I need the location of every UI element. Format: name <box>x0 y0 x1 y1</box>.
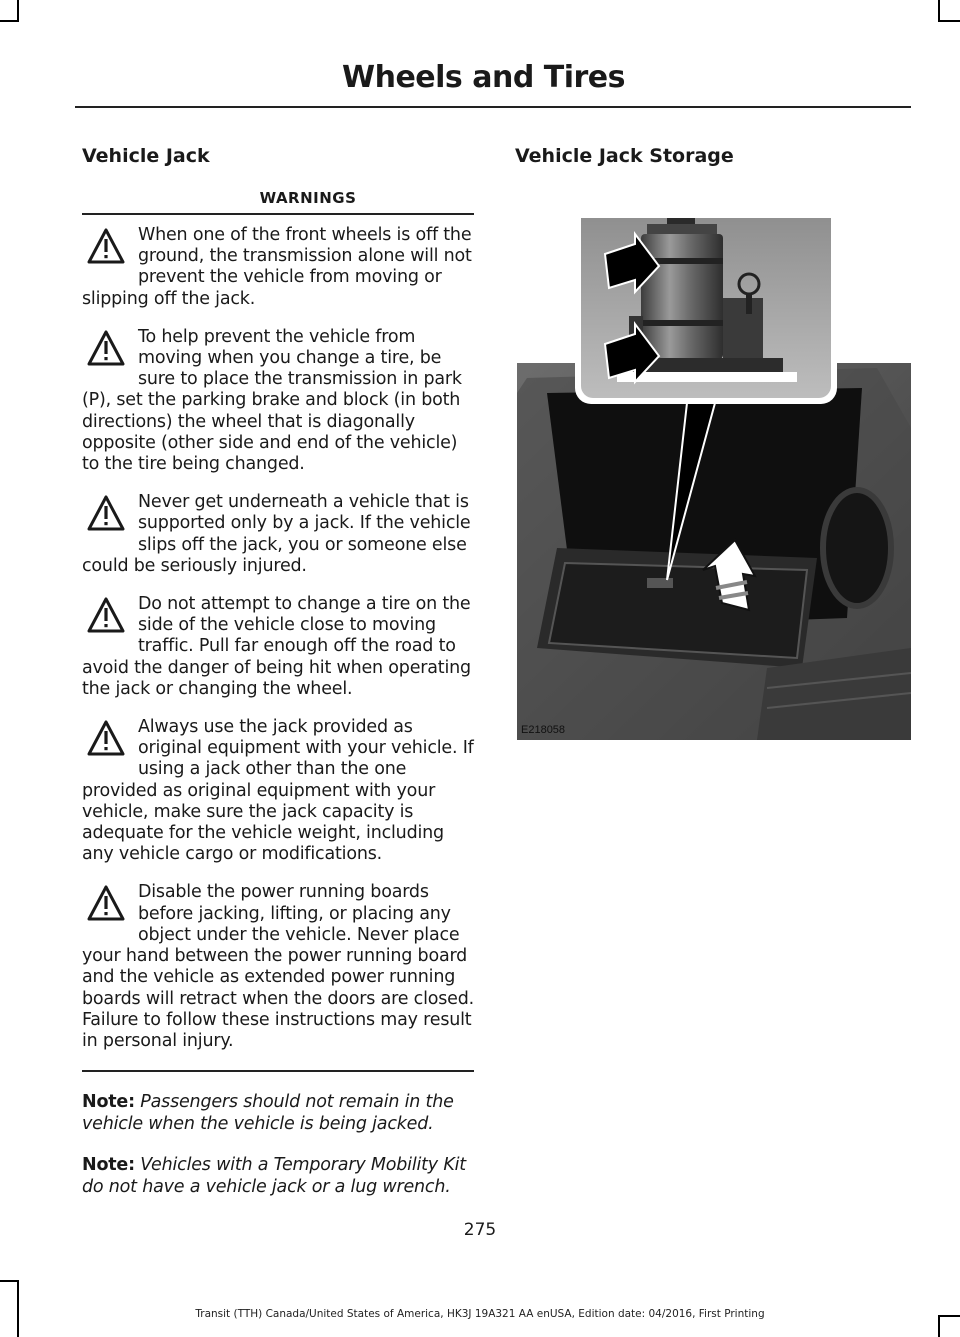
section-heading-vehicle-jack: Vehicle Jack <box>82 145 210 167</box>
figure-code: E218058 <box>521 724 566 736</box>
crop-mark <box>17 0 19 22</box>
warning-triangle-icon <box>86 227 130 269</box>
warnings-label: WARNINGS <box>82 189 474 215</box>
warning-triangle-icon <box>86 329 130 371</box>
warning-text: Disable the power running boards before jacking, lifting, or placing any object under the vehicle. Never place your hand between the power running board and the vehicle as extended power running boards will retract when the doors are closed. Failure to follow these instructions may result in personal injury. <box>82 882 474 1051</box>
notes-list <box>82 1092 474 1198</box>
warning-item <box>82 594 474 700</box>
note-text: Passengers should not remain in the vehicle when the vehicle is being jacked. <box>82 1092 454 1134</box>
note-item <box>82 1155 474 1198</box>
warning-triangle-icon <box>86 596 130 638</box>
footer-edition-info: Transit (TTH) Canada/United States of America, HK3J 19A321 AA enUSA, Edition date: 04/2016, First Printing <box>195 1308 765 1320</box>
warning-text: When one of the front wheels is off the ground, the transmission alone will not prevent the vehicle from moving or slipping off the jack. <box>82 225 472 309</box>
note-text: Vehicles with a Temporary Mobility Kit do not have a vehicle jack or a lug wrench. <box>82 1155 466 1197</box>
warning-triangle-icon <box>86 884 130 926</box>
page-title: Wheels and Tires <box>342 60 625 95</box>
note-item <box>82 1092 474 1135</box>
warning-item <box>82 717 474 865</box>
section-heading-jack-storage: Vehicle Jack Storage <box>515 145 734 167</box>
warning-item <box>82 492 474 577</box>
page-number: 275 <box>463 1220 497 1240</box>
crop-mark <box>0 20 19 22</box>
crop-mark <box>938 0 940 22</box>
header-divider <box>75 106 911 108</box>
left-column <box>82 145 474 1198</box>
warning-text: Do not attempt to change a tire on the side of the vehicle close to moving traffic. Pull far enough off the road to avoid the danger of being hit when operating the jack or changing the wheel. <box>82 594 471 699</box>
warning-text: Never get underneath a vehicle that is supported only by a jack. If the vehicle slips off the jack, you or someone else could be seriously injured. <box>82 492 471 576</box>
right-column <box>515 145 913 167</box>
jack-storage-illustration <box>517 218 911 740</box>
warning-triangle-icon <box>86 719 130 761</box>
crop-mark <box>938 20 960 22</box>
note-label: Note: <box>82 1155 135 1176</box>
warning-item <box>82 225 474 310</box>
warning-text: Always use the jack provided as original equipment with your vehicle. If using a jack other than the one provided as original equipment with your vehicle, make sure the jack capacity is adequate for the vehicle weight, including any vehicle cargo or modifications. <box>82 717 474 865</box>
warning-item <box>82 327 474 475</box>
crop-mark <box>0 1280 19 1282</box>
warnings-end-rule <box>82 1070 474 1072</box>
warnings-list <box>82 225 474 1052</box>
warning-triangle-icon <box>86 494 130 536</box>
warning-item <box>82 882 474 1052</box>
note-label: Note: <box>82 1092 135 1113</box>
warning-text: To help prevent the vehicle from moving when you change a tire, be sure to place the transmission in park (P), set the parking brake and block (in both directions) the wheel that is diagonally opposite (other side and end of the vehicle) to the tire being changed. <box>82 326 462 475</box>
